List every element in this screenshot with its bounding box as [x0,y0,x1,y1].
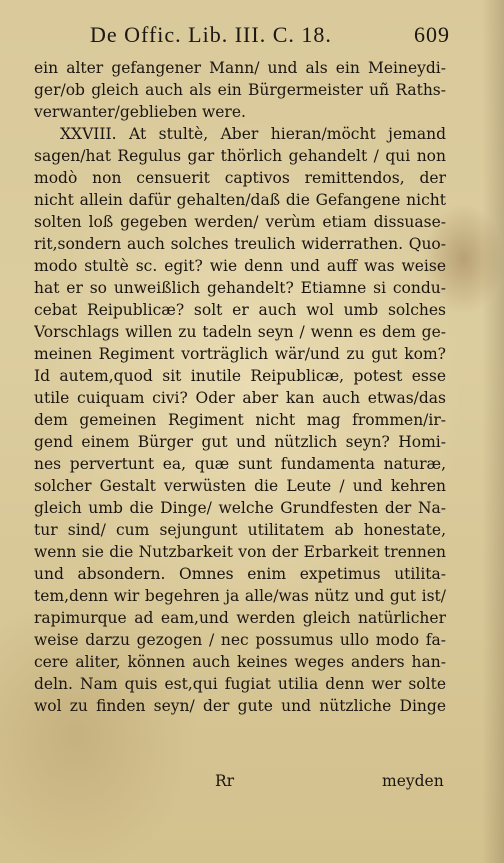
text-line: Id autem,quod sit inutile Reipublicæ, potest esse [34,367,446,385]
text-line: sagen/hat Regulus gar thörlich gehandelt / qui non [34,147,446,165]
text-line: utile cuiquam civi? Oder aber kan auch etwas/das [34,389,446,407]
text-line: deln. Nam quis est,qui fugiat utilia denn wer solte [34,675,446,693]
text-line: gleich umb die Dinge/ welche Grundfesten der Na- [34,499,446,517]
text-line: rit,sondern auch solches treulich widerrathen. Quo- [34,235,446,253]
text-line: verwanter/geblieben were. [34,103,246,121]
text-line: ein alter gefangener Mann/ und als ein Meineydi- [34,59,446,77]
text-line: solcher Gestalt verwüsten die Leute / und kehren [34,477,446,495]
running-head: De Offic. Lib. III. C. 18. [90,22,332,47]
text-line: rapimurque ad eam,und werden gleich natürlicher [34,609,446,627]
text-line: ger/ob gleich auch als ein Bürgermeister uñ Raths- [34,81,446,99]
text-line: modò non censuerit captivos remittendos, der [34,169,446,187]
text-line: cebat Reipublicæ? solt er auch wol umb solches [34,301,446,319]
body-text [34,57,446,717]
text-line: meinen Regiment vorträglich wär/und zu gut kom? [34,345,446,363]
text-line: wenn sie die Nutzbarkeit von der Erbarkeit trennen [34,543,446,561]
text-line: und absondern. Omnes enim expetimus utilita- [34,565,446,583]
text-line: Vorschlags willen zu tadeln seyn / wenn es dem ge- [34,323,446,341]
text-line: cere aliter, können auch keines weges anders han- [34,653,446,671]
text-line: XXVIII. At stultè, Aber hieran/möcht jemand [60,125,446,143]
page-edge-shadow [482,0,504,863]
catchword: meyden [382,772,444,790]
text-line: tem,denn wir begehren ja alle/was nütz und gut ist/ [34,587,446,605]
text-line: nicht allein dafür gehalten/daß die Gefangene nicht [34,191,446,209]
text-line: dem gemeinen Regiment nicht mag frommen/ir- [34,411,446,429]
page-header [90,18,450,50]
page-number: 609 [414,22,450,47]
page-footer [0,772,504,798]
text-line: gend einem Bürger gut und nützlich seyn? Homi- [34,433,446,451]
text-line: tur sind/ cum sejungunt utilitatem ab honestate, [34,521,446,539]
text-line: wol zu finden seyn/ der gute und nützliche Dinge [34,697,446,715]
text-line: hat er so unweißlich gehandelt? Etiamne si condu- [34,279,446,297]
signature-mark: Rr [215,772,235,790]
text-line: modo stultè sc. egit? wie denn und auff was weise [34,257,446,275]
text-line: nes pervertunt ea, quæ sunt fundamenta naturæ, [34,455,446,473]
text-line: weise darzu gezogen / nec possumus ullo modo fa- [34,631,446,649]
text-line: solten loß gegeben werden/ verùm etiam dissuase- [34,213,446,231]
